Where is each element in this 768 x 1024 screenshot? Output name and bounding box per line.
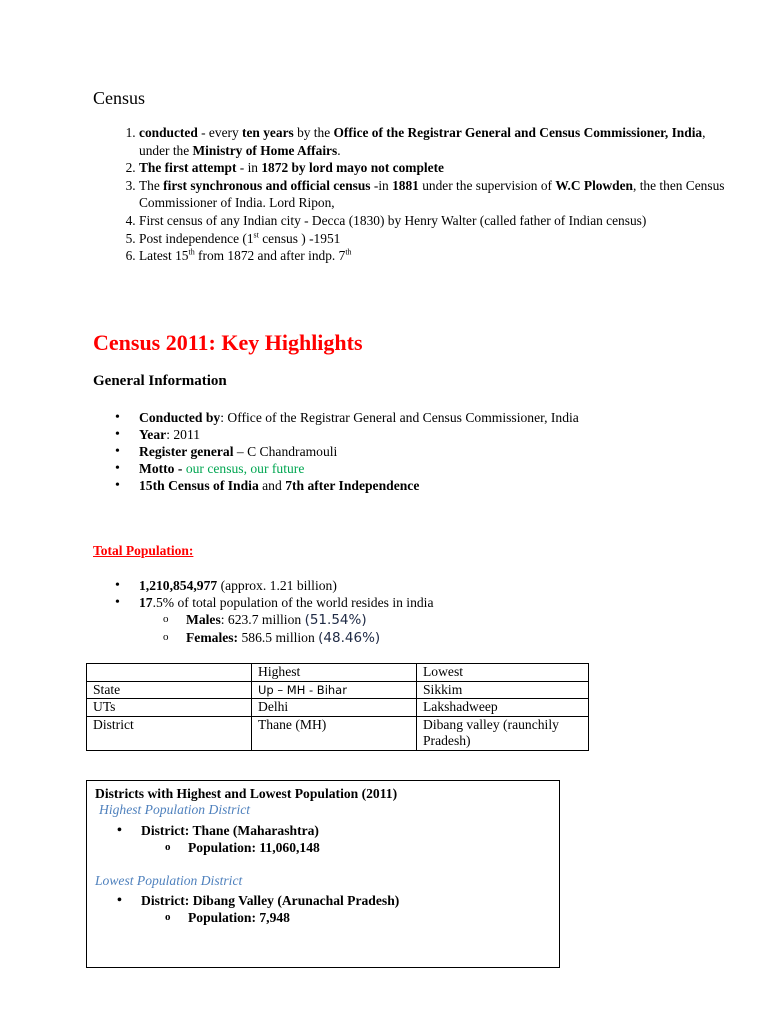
table-row (87, 681, 589, 699)
highest-district-heading: Highest Population District (99, 802, 251, 817)
table-cell: Thane (MH) (252, 716, 417, 750)
table-cell: Lowest (417, 664, 589, 682)
table-cell: State (87, 681, 252, 699)
table-cell: District (87, 716, 252, 750)
list-item: 4. First census of any Indian city - Decca (1830) by Henry Walter (called father of Indian census) (139, 212, 729, 230)
table-cell (87, 664, 252, 682)
general-info-heading: General Information (93, 373, 227, 389)
table-cell: Up – MH - Bihar (252, 681, 417, 699)
list-item: • 15th Census of India and 7th after Independence (139, 477, 713, 494)
table-cell: Sikkim (417, 681, 589, 699)
table-cell: Lakshadweep (417, 699, 589, 717)
list-item: • 17.5% of total population of the world resides in india o Males: 623.7 million (51.54%) o Females: 586.5 million (48.46%) (139, 594, 693, 647)
districts-box-title: Districts with Highest and Lowest Population (2011) (95, 786, 398, 801)
list-item: 3. The first synchronous and official census -in 1881 under the supervision of W.C Plowden, the then Census Commissioner of India. Lord Ripon, (139, 177, 729, 212)
list-item: • District: Thane (Maharashtra) o Population: 11,060,148 (141, 822, 535, 856)
census-heading: Census (93, 88, 146, 108)
highlights-heading: Census 2011: Key Highlights (93, 330, 363, 355)
list-item: o Population: 11,060,148 (188, 839, 535, 856)
highest-district-list (95, 822, 535, 856)
total-population-heading: Total Population: (93, 543, 194, 558)
list-item: o Females: 586.5 million (48.46%) (186, 629, 693, 647)
list-item: • Conducted by: Office of the Registrar General and Census Commissioner, India (139, 409, 713, 426)
list-item: • Motto - our census, our future (139, 460, 713, 477)
total-population-list (93, 577, 693, 647)
list-item: • District: Dibang Valley (Arunachal Pradesh) o Population: 7,948 (141, 892, 535, 926)
lowest-district-heading: Lowest Population District (95, 873, 243, 888)
table-cell: Dibang valley (raunchily Pradesh) (417, 716, 589, 750)
table-row (87, 716, 589, 750)
list-item: 6. Latest 15th from 1872 and after indp. 7th (139, 247, 729, 265)
list-item: • Year: 2011 (139, 426, 713, 443)
table-header-row (87, 664, 589, 682)
list-item: • Register general – C Chandramouli (139, 443, 713, 460)
list-item: 2. The first attempt - in 1872 by lord mayo not complete (139, 159, 729, 177)
census-facts-list (93, 124, 729, 265)
table-cell: Delhi (252, 699, 417, 717)
motto-text: our census, our future (185, 461, 305, 476)
list-item: • 1,210,854,977 (approx. 1.21 billion) (139, 577, 693, 594)
general-info-list (93, 409, 713, 494)
table-cell: Highest (252, 664, 417, 682)
table-cell: UTs (87, 699, 252, 717)
list-item: 5. Post independence (1st census ) -1951 (139, 230, 729, 248)
highest-lowest-table (86, 663, 589, 751)
districts-box (86, 780, 560, 968)
list-item: 1. conducted - every ten years by the Office of the Registrar General and Census Commissioner, India, under the Ministry of Home Affairs. (139, 124, 729, 159)
table-row (87, 699, 589, 717)
lowest-district-list (95, 892, 535, 926)
list-item: o Males: 623.7 million (51.54%) (186, 611, 693, 629)
list-item: o Population: 7,948 (188, 909, 535, 926)
